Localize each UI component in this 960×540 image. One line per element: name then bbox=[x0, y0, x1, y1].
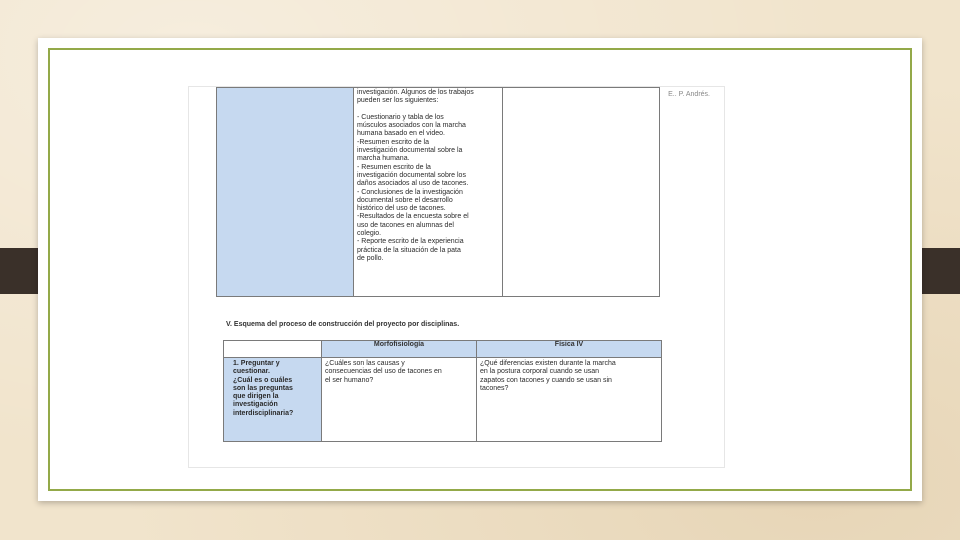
activity-text-line: músculos asociados con la marcha bbox=[357, 122, 466, 130]
activity-text-line: marcha humana. bbox=[357, 155, 410, 163]
activity-text-line bbox=[357, 106, 499, 114]
header-note: E.. P. Andrés. bbox=[668, 91, 710, 98]
morfofisiologia-question-line: el ser humano? bbox=[325, 376, 374, 384]
row-label-line: son las preguntas bbox=[233, 384, 293, 392]
activity-text-line: - Reporte escrito de la experiencia bbox=[357, 238, 464, 246]
fisica-question-line: en la postura corporal cuando se usan bbox=[480, 368, 600, 376]
disciplines-table bbox=[223, 340, 662, 442]
activity-text-line: práctica de la situación de la pata bbox=[357, 246, 461, 254]
disciplines-header-morfofisiologia: Morfofisiología bbox=[322, 341, 477, 358]
section-title: V. Esquema del proceso de construcción del proyecto por disciplinas. bbox=[226, 321, 460, 328]
disciplines-header-empty bbox=[224, 341, 322, 358]
activity-text-line: histórico del uso de tacones. bbox=[357, 205, 446, 213]
disciplines-header-fisica: Física IV bbox=[477, 341, 662, 358]
fisica-question-line: tacones? bbox=[480, 384, 509, 392]
morfofisiologia-question-cell bbox=[322, 358, 477, 442]
row-label-line: investigación bbox=[233, 401, 278, 409]
activity-text-line: investigación documental sobre los bbox=[357, 171, 466, 179]
activity-text-line: investigación. Algunos de los trabajos bbox=[357, 89, 474, 96]
activity-text-line: daños asociados al uso de tacones. bbox=[357, 180, 469, 188]
activity-text-line: -Resumen escrito de la bbox=[357, 138, 429, 146]
activity-text-line: pueden ser los siguientes: bbox=[357, 97, 439, 105]
activities-table-right-cell bbox=[503, 88, 660, 297]
slide bbox=[38, 38, 922, 501]
morfofisiologia-question-line: consecuencias del uso de tacones en bbox=[325, 368, 442, 376]
activities-table bbox=[216, 87, 660, 297]
row-label-line: interdisciplinaria? bbox=[233, 409, 294, 417]
activity-text-line: investigación documental sobre la bbox=[357, 147, 463, 155]
activities-table-text-cell bbox=[354, 88, 503, 297]
activity-text-line: humana basado en el video. bbox=[357, 130, 445, 138]
activity-text-line: colegio. bbox=[357, 230, 382, 238]
fisica-question-cell bbox=[477, 358, 662, 442]
fisica-question-line: zapatos con tacones y cuando se usan sin bbox=[480, 376, 612, 384]
fisica-question-line: ¿Qué diferencias existen durante la marcha bbox=[480, 360, 616, 367]
row-label-line: que dirigen la bbox=[233, 393, 279, 401]
row-label-line: cuestionar. bbox=[233, 368, 270, 376]
row-label-line: 1. Preguntar y bbox=[233, 360, 280, 367]
activity-text-line: de pollo. bbox=[357, 254, 384, 262]
activities-table-left-cell bbox=[217, 88, 354, 297]
activity-text-line: - Conclusiones de la investigación bbox=[357, 188, 463, 196]
activity-text-line: -Resultados de la encuesta sobre el bbox=[357, 213, 469, 221]
morfofisiologia-question-line: ¿Cuáles son las causas y bbox=[325, 360, 405, 367]
activity-text-line: documental sobre el desarrollo bbox=[357, 196, 453, 204]
row-label-line: ¿Cuál es o cuáles bbox=[233, 376, 293, 384]
activity-text-line: - Cuestionario y tabla de los bbox=[357, 113, 444, 121]
row-label-cell bbox=[224, 358, 322, 442]
activity-text-line: uso de tacones en alumnas del bbox=[357, 221, 454, 229]
document-page bbox=[188, 86, 725, 468]
activity-text-line: - Resumen escrito de la bbox=[357, 163, 431, 171]
